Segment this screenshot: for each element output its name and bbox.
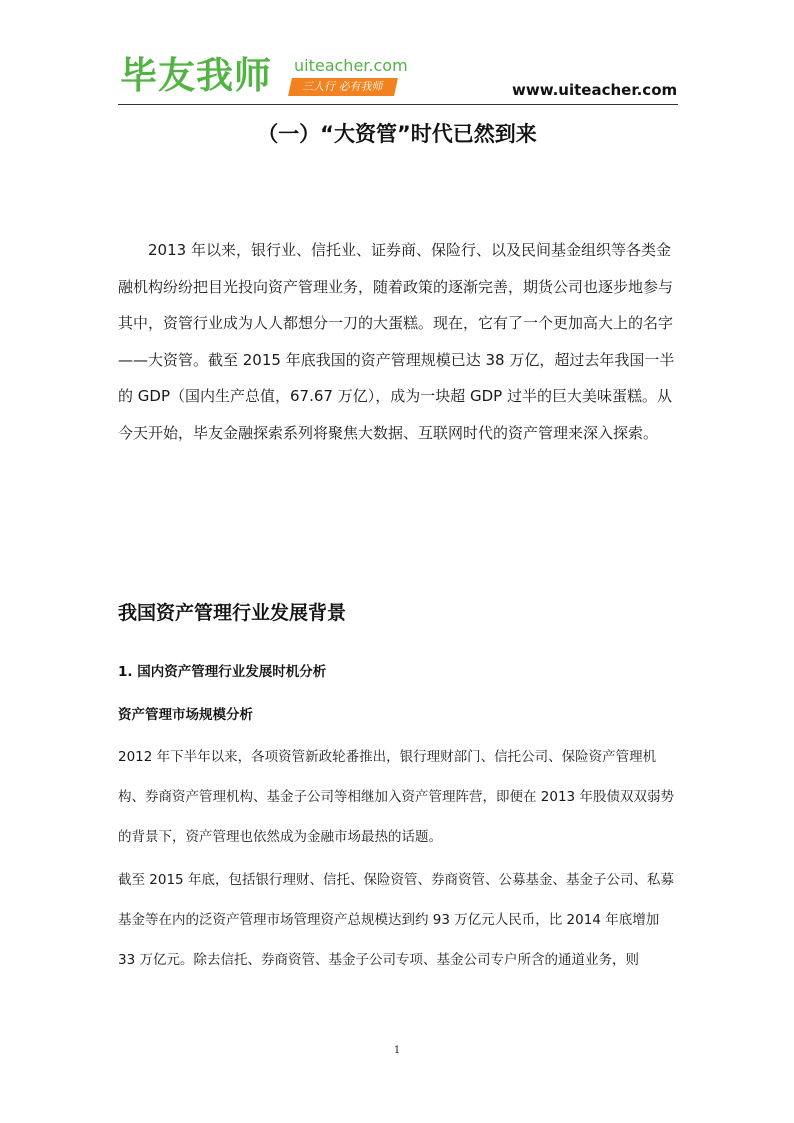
- body-paragraph: 截至 2015 年底，包括银行理财、信托、保险资管、券商资管、公募基金、基金子公司、私募基金等在内的泛资产管理市场管理资产总规模达到约 93 万亿元人民币，比 2014 年底增加 33 万亿元。除去信托、券商资管、基金子公司专项、基金公司专户所含的通道业务，则: [118, 872, 674, 968]
- brand-logo-domain: uiteacher.com: [294, 56, 408, 75]
- brand-slogan-badge: 三人行 必有我师: [288, 78, 398, 96]
- brand-logo: 毕友我师: [120, 54, 272, 97]
- section-heading: 我国资产管理行业发展背景: [118, 602, 347, 624]
- intro-paragraph: 2013 年以来，银行业、信托业、证券商、保险行、以及民间基金组织等各类金融机构纷纷把目光投向资产管理业务，随着政策的逐渐完善，期货公司也逐步地参与其中，资管行业成为人人都想分一刀的大蛋糕。现在，它有了一个更加高大上的名字——大资管。截至 2015 年底我国的资产管理规模已达 38 万亿，超过去年我国一半的 GDP（国内生产总值，67.67 万亿），成为一块超 GDP 过半的巨大美味蛋糕。从今天开始，毕友金融探索系列将聚焦大数据、互联网时代的资产管理来深入探索。: [118, 241, 675, 442]
- page-title: （一）“大资管”时代已然到来: [257, 122, 537, 146]
- header-divider: [118, 104, 678, 105]
- subsubsection-heading: 资产管理市场规模分析: [118, 707, 253, 723]
- page-number: 1: [393, 1045, 401, 1056]
- subsection-heading: 1. 国内资产管理行业发展时机分析: [118, 664, 327, 680]
- site-url: www.uiteacher.com: [512, 81, 678, 99]
- body-paragraph: 2012 年下半年以来，各项资管新政轮番推出，银行理财部门、信托公司、保险资产管理机构、券商资产管理机构、基金子公司等相继加入资产管理阵营，即便在 2013 年股债双双弱势的背景下，资产管理也依然成为金融市场最热的话题。: [118, 749, 674, 845]
